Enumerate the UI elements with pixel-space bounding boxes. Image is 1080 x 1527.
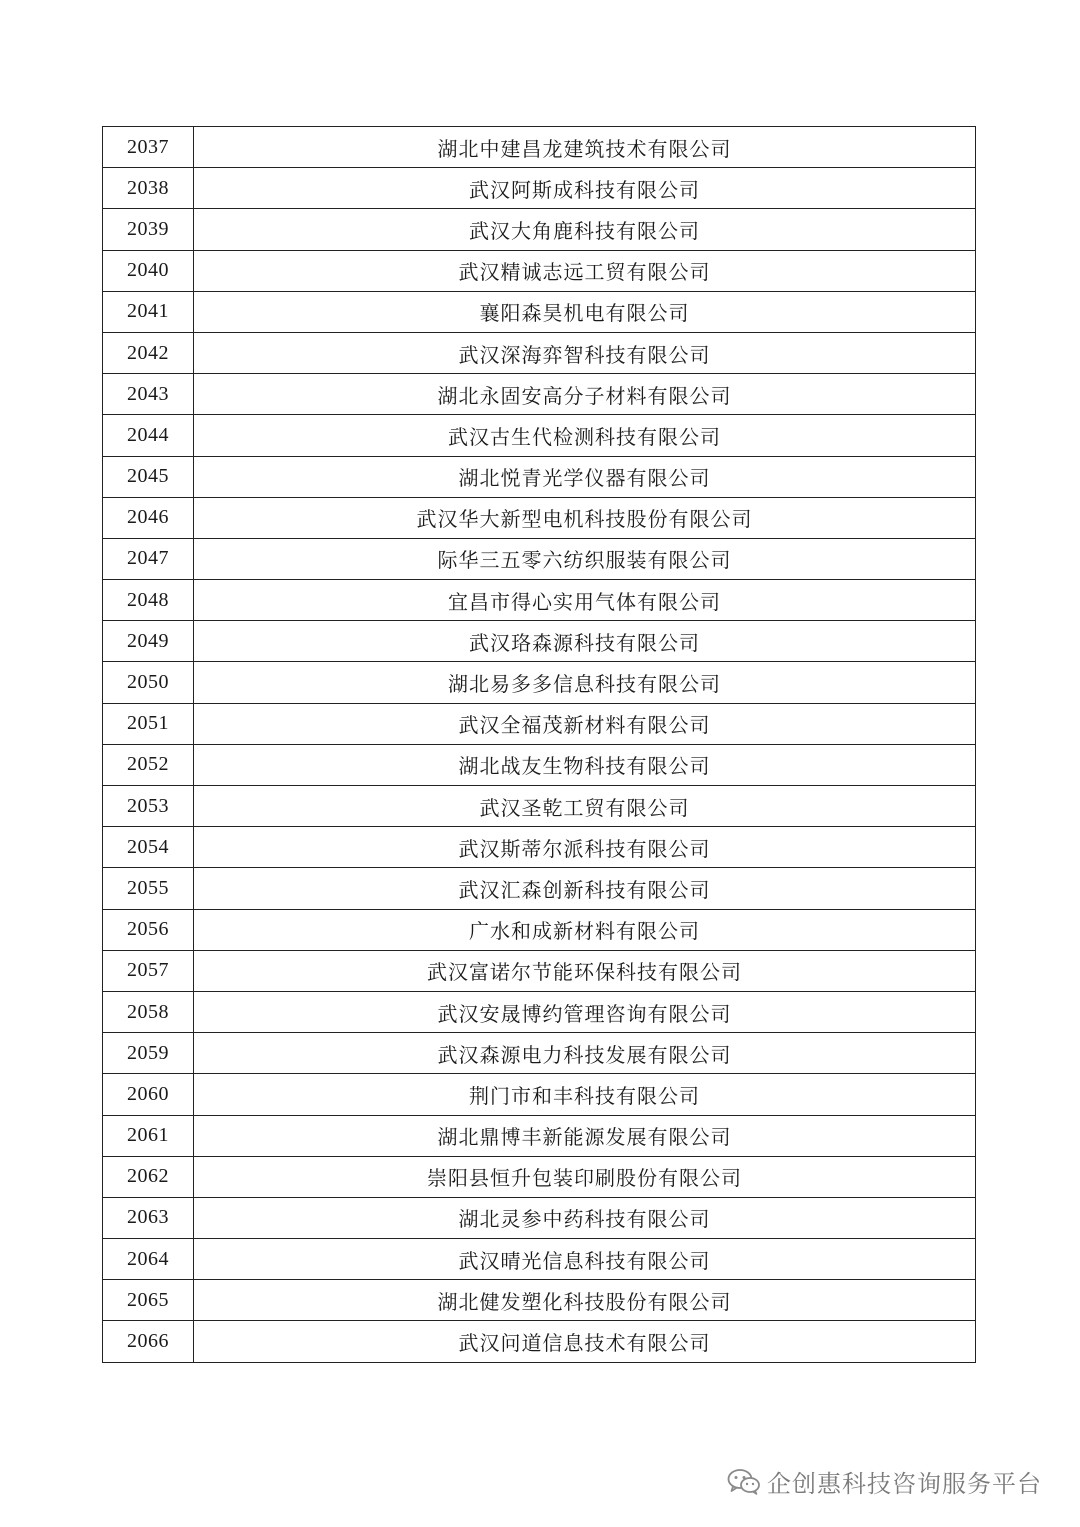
table-row — [103, 1280, 976, 1321]
table-row — [103, 1239, 976, 1280]
company-name: 武汉安晟博约管理咨询有限公司 — [194, 991, 976, 1032]
table-row — [103, 950, 976, 991]
company-name: 武汉大角鹿科技有限公司 — [194, 209, 976, 250]
table-row — [103, 1156, 976, 1197]
row-number: 2061 — [103, 1115, 194, 1156]
table-row — [103, 1321, 976, 1362]
table-row — [103, 991, 976, 1032]
company-list-body — [103, 127, 976, 1363]
row-number: 2064 — [103, 1239, 194, 1280]
company-name: 湖北永固安高分子材料有限公司 — [194, 374, 976, 415]
row-number: 2063 — [103, 1197, 194, 1238]
table-row — [103, 250, 976, 291]
row-number: 2053 — [103, 786, 194, 827]
company-name: 武汉晴光信息科技有限公司 — [194, 1239, 976, 1280]
table-row — [103, 786, 976, 827]
row-number: 2046 — [103, 497, 194, 538]
company-name: 荆门市和丰科技有限公司 — [194, 1074, 976, 1115]
company-name: 武汉全福茂新材料有限公司 — [194, 703, 976, 744]
table-row — [103, 868, 976, 909]
table-row — [103, 909, 976, 950]
row-number: 2062 — [103, 1156, 194, 1197]
company-name: 湖北悦青光学仪器有限公司 — [194, 456, 976, 497]
row-number: 2037 — [103, 127, 194, 168]
company-name: 武汉精诚志远工贸有限公司 — [194, 250, 976, 291]
table-row — [103, 827, 976, 868]
table-row — [103, 662, 976, 703]
row-number: 2047 — [103, 538, 194, 579]
row-number: 2051 — [103, 703, 194, 744]
row-number: 2045 — [103, 456, 194, 497]
company-name: 武汉斯蒂尔派科技有限公司 — [194, 827, 976, 868]
table-row — [103, 456, 976, 497]
company-name: 武汉阿斯成科技有限公司 — [194, 168, 976, 209]
row-number: 2043 — [103, 374, 194, 415]
company-name: 崇阳县恒升包装印刷股份有限公司 — [194, 1156, 976, 1197]
company-name: 武汉古生代检测科技有限公司 — [194, 415, 976, 456]
company-name: 武汉珞森源科技有限公司 — [194, 621, 976, 662]
watermark-text: 企创惠科技咨询服务平台 — [767, 1470, 1042, 1498]
table-row — [103, 374, 976, 415]
table-row — [103, 497, 976, 538]
table-row — [103, 168, 976, 209]
company-name: 武汉富诺尔节能环保科技有限公司 — [194, 950, 976, 991]
table-row — [103, 580, 976, 621]
row-number: 2044 — [103, 415, 194, 456]
row-number: 2057 — [103, 950, 194, 991]
company-name: 襄阳森昊机电有限公司 — [194, 291, 976, 332]
table-row — [103, 1033, 976, 1074]
table-row — [103, 415, 976, 456]
table-row — [103, 621, 976, 662]
row-number: 2052 — [103, 744, 194, 785]
company-name: 湖北战友生物科技有限公司 — [194, 744, 976, 785]
table-row — [103, 209, 976, 250]
row-number: 2056 — [103, 909, 194, 950]
company-name: 武汉深海弈智科技有限公司 — [194, 332, 976, 373]
table-row — [103, 1115, 976, 1156]
watermark — [727, 1464, 1042, 1499]
company-name: 武汉问道信息技术有限公司 — [194, 1321, 976, 1362]
company-name: 武汉森源电力科技发展有限公司 — [194, 1033, 976, 1074]
table-row — [103, 127, 976, 168]
row-number: 2040 — [103, 250, 194, 291]
row-number: 2041 — [103, 291, 194, 332]
company-name: 武汉华大新型电机科技股份有限公司 — [194, 497, 976, 538]
row-number: 2050 — [103, 662, 194, 703]
company-name: 湖北中建昌龙建筑技术有限公司 — [194, 127, 976, 168]
company-name: 宜昌市得心实用气体有限公司 — [194, 580, 976, 621]
row-number: 2039 — [103, 209, 194, 250]
company-name: 湖北灵参中药科技有限公司 — [194, 1197, 976, 1238]
row-number: 2042 — [103, 332, 194, 373]
table-row — [103, 332, 976, 373]
company-name: 广水和成新材料有限公司 — [194, 909, 976, 950]
row-number: 2038 — [103, 168, 194, 209]
table-row — [103, 538, 976, 579]
company-name: 武汉圣乾工贸有限公司 — [194, 786, 976, 827]
table-row — [103, 1197, 976, 1238]
company-name: 湖北鼎博丰新能源发展有限公司 — [194, 1115, 976, 1156]
table-row — [103, 744, 976, 785]
company-list-table — [102, 126, 976, 1363]
row-number: 2055 — [103, 868, 194, 909]
row-number: 2058 — [103, 991, 194, 1032]
table-row — [103, 703, 976, 744]
company-name: 湖北易多多信息科技有限公司 — [194, 662, 976, 703]
row-number: 2066 — [103, 1321, 194, 1362]
row-number: 2048 — [103, 580, 194, 621]
company-name: 际华三五零六纺织服装有限公司 — [194, 538, 976, 579]
company-name: 武汉汇森创新科技有限公司 — [194, 868, 976, 909]
wechat-icon — [727, 1468, 761, 1496]
table-row — [103, 291, 976, 332]
table-row — [103, 1074, 976, 1115]
row-number: 2059 — [103, 1033, 194, 1074]
company-name: 湖北健发塑化科技股份有限公司 — [194, 1280, 976, 1321]
row-number: 2049 — [103, 621, 194, 662]
row-number: 2060 — [103, 1074, 194, 1115]
row-number: 2065 — [103, 1280, 194, 1321]
row-number: 2054 — [103, 827, 194, 868]
